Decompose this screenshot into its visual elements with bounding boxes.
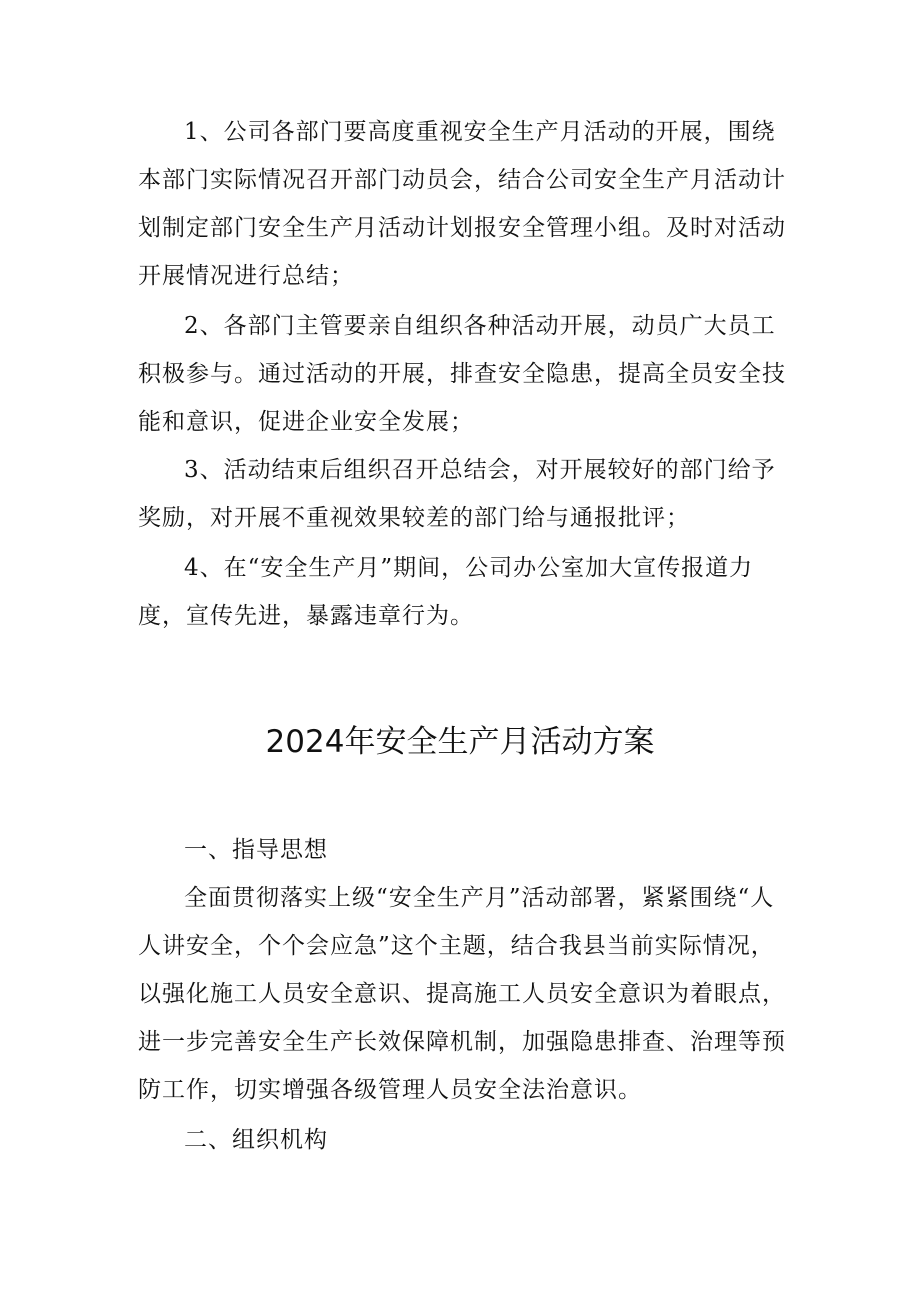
list-item-3: 3、活动结束后组织召开总结会，对开展较好的部门给予奖励，对开展不重视效果较差的部门给与通报批评； (138, 457, 776, 531)
list-item-4: 4、在“安全生产月”期间，公司办公室加大宣传报道力度，宣传先进，暴露违章行为。 (138, 555, 754, 629)
section-body-guiding-ideology: 全面贯彻落实上级“安全生产月”活动部署，紧紧围绕“人人讲安全，个个会应急”这个主题，结合我县当前实际情况，以强化施工人员安全意识、提高施工人员安全意识为着眼点，进一步完善安全生产长效保障机制，加强隐患排查、治理等预防工作，切实增强各级管理人员安全法治意识。 (138, 885, 786, 1103)
section-heading-organization: 二、组织机构 (184, 1127, 328, 1153)
document-title: 2024年安全生产月活动方案 (265, 724, 655, 760)
list-item-1: 1、公司各部门要高度重视安全生产月活动的开展，围绕本部门实际情况召开部门动员会，结合公司安全生产月活动计划制定部门安全生产月活动计划报安全管理小组。及时对活动开展情况进行总结； (138, 119, 786, 289)
list-item-2: 2、各部门主管要亲自组织各种活动开展，动员广大员工积极参与。通过活动的开展，排查安全隐患，提高全员安全技能和意识，促进企业安全发展； (138, 313, 786, 435)
section-heading-guiding-ideology: 一、指导思想 (184, 837, 328, 863)
